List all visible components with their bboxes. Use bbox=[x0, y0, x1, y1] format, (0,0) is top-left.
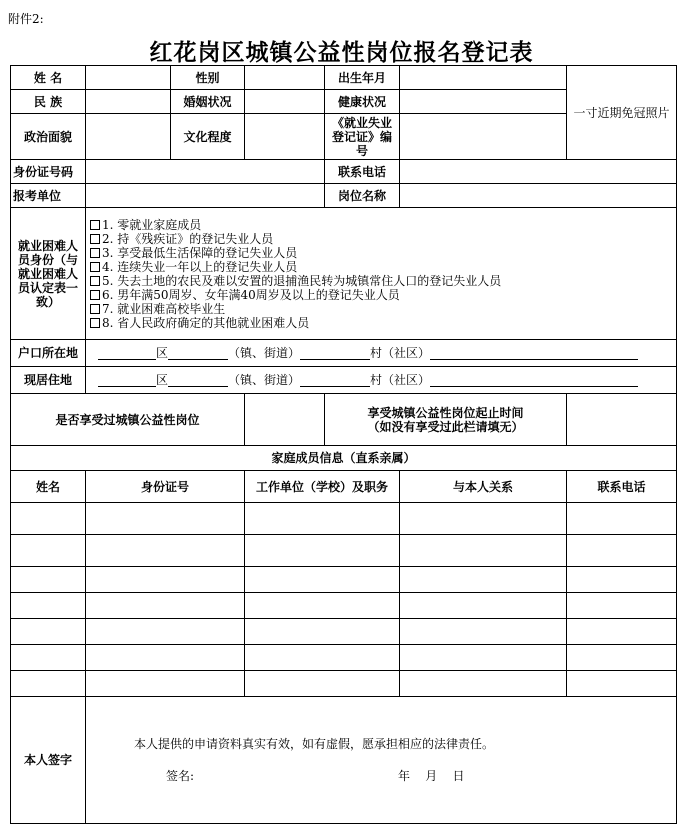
family-cell[interactable] bbox=[11, 593, 86, 619]
family-cell[interactable] bbox=[86, 619, 245, 645]
family-cell[interactable] bbox=[400, 671, 567, 697]
marital-label: 婚姻状况 bbox=[171, 90, 245, 114]
family-cell[interactable] bbox=[567, 503, 677, 535]
family-cell[interactable] bbox=[245, 593, 400, 619]
table-row bbox=[11, 619, 677, 645]
family-cell[interactable] bbox=[245, 619, 400, 645]
sign-label: 签名: bbox=[166, 769, 195, 783]
checkbox-icon[interactable] bbox=[90, 234, 100, 244]
family-cell[interactable] bbox=[245, 503, 400, 535]
table-row bbox=[11, 567, 677, 593]
family-cell[interactable] bbox=[86, 645, 245, 671]
table-row bbox=[11, 503, 677, 535]
family-cell[interactable] bbox=[86, 593, 245, 619]
phone-label: 联系电话 bbox=[325, 160, 400, 184]
phone-field[interactable] bbox=[400, 160, 677, 184]
checkbox-icon[interactable] bbox=[90, 262, 100, 272]
form-title: 红花岗区城镇公益性岗位报名登记表 bbox=[149, 40, 534, 66]
family-cell[interactable] bbox=[567, 567, 677, 593]
residence-field[interactable]: 区 （镇、街道） 村（社区） bbox=[86, 367, 677, 394]
post-field[interactable] bbox=[400, 184, 677, 208]
gender-label: 性别 bbox=[171, 66, 245, 90]
family-cell[interactable] bbox=[567, 593, 677, 619]
gender-field[interactable] bbox=[245, 66, 325, 90]
family-cell[interactable] bbox=[11, 671, 86, 697]
marital-field[interactable] bbox=[245, 90, 325, 114]
id-number-label: 身份证号码 bbox=[11, 160, 86, 184]
identity-option[interactable]: 3. 享受最低生活保障的登记失业人员 bbox=[90, 246, 672, 260]
family-cell[interactable] bbox=[11, 535, 86, 567]
family-cell[interactable] bbox=[400, 567, 567, 593]
signature-area[interactable] bbox=[86, 697, 677, 824]
residence-label: 现居住地 bbox=[11, 367, 86, 394]
family-cell[interactable] bbox=[567, 671, 677, 697]
identity-options bbox=[86, 208, 677, 340]
family-cell[interactable] bbox=[400, 535, 567, 567]
education-label: 文化程度 bbox=[171, 114, 245, 160]
family-cell[interactable] bbox=[245, 535, 400, 567]
ethnicity-label: 民 族 bbox=[11, 90, 86, 114]
table-row bbox=[11, 671, 677, 697]
unit-field[interactable] bbox=[86, 184, 325, 208]
family-cell[interactable] bbox=[11, 503, 86, 535]
family-col-name: 姓名 bbox=[11, 471, 86, 503]
family-cell[interactable] bbox=[86, 567, 245, 593]
annex-label: 附件2: bbox=[8, 12, 44, 26]
family-cell[interactable] bbox=[86, 671, 245, 697]
political-field[interactable] bbox=[86, 114, 171, 160]
education-field[interactable] bbox=[245, 114, 325, 160]
checkbox-icon[interactable] bbox=[90, 290, 100, 300]
family-cell[interactable] bbox=[400, 503, 567, 535]
hukou-field[interactable]: 区 （镇、街道） 村（社区） bbox=[86, 340, 677, 367]
hukou-label: 户口所在地 bbox=[11, 340, 86, 367]
name-field[interactable] bbox=[86, 66, 171, 90]
family-cell[interactable] bbox=[400, 619, 567, 645]
identity-option[interactable]: 1. 零就业家庭成员 bbox=[90, 218, 672, 232]
political-label: 政治面貌 bbox=[11, 114, 86, 160]
table-row bbox=[11, 645, 677, 671]
history-period-field[interactable] bbox=[567, 394, 677, 446]
table-row bbox=[11, 535, 677, 567]
family-cell[interactable] bbox=[11, 567, 86, 593]
family-cell[interactable] bbox=[245, 645, 400, 671]
family-cell[interactable] bbox=[567, 619, 677, 645]
date-label: 年 月 日 bbox=[398, 769, 465, 783]
checkbox-icon[interactable] bbox=[90, 304, 100, 314]
identity-option[interactable]: 7. 就业困难高校毕业生 bbox=[90, 302, 672, 316]
cert-label: 《就业失业登记证》编号 bbox=[325, 114, 400, 160]
birth-field[interactable] bbox=[400, 66, 567, 90]
identity-option[interactable]: 2. 持《残疾证》的登记失业人员 bbox=[90, 232, 672, 246]
identity-option[interactable]: 4. 连续失业一年以上的登记失业人员 bbox=[90, 260, 672, 274]
family-col-relation: 与本人关系 bbox=[400, 471, 567, 503]
table-row bbox=[11, 593, 677, 619]
family-cell[interactable] bbox=[400, 645, 567, 671]
identity-label: 就业困难人员身份（与就业困难人员认定表一致） bbox=[11, 208, 86, 340]
family-cell[interactable] bbox=[400, 593, 567, 619]
birth-label: 出生年月 bbox=[325, 66, 400, 90]
identity-option[interactable]: 8. 省人民政府确定的其他就业困难人员 bbox=[90, 316, 672, 330]
family-cell[interactable] bbox=[11, 619, 86, 645]
health-label: 健康状况 bbox=[325, 90, 400, 114]
unit-label: 报考单位 bbox=[11, 184, 86, 208]
family-cell[interactable] bbox=[567, 535, 677, 567]
family-cell[interactable] bbox=[86, 503, 245, 535]
ethnicity-field[interactable] bbox=[86, 90, 171, 114]
declaration-text: 本人提供的申请资料真实有效，如有虚假，愿承担相应的法律责任。 bbox=[134, 737, 495, 751]
identity-option[interactable]: 5. 失去土地的农民及难以安置的退捕渔民转为城镇常住人口的登记失业人员 bbox=[90, 274, 672, 288]
history-answer-field[interactable] bbox=[245, 394, 325, 446]
registration-form bbox=[10, 65, 677, 824]
id-number-field[interactable] bbox=[86, 160, 325, 184]
checkbox-icon[interactable] bbox=[90, 276, 100, 286]
family-cell[interactable] bbox=[567, 645, 677, 671]
checkbox-icon[interactable] bbox=[90, 318, 100, 328]
family-cell[interactable] bbox=[245, 567, 400, 593]
history-period-label: 享受城镇公益性岗位起止时间 （如没有享受过此栏请填无） bbox=[325, 394, 567, 446]
identity-option[interactable]: 6. 男年满50周岁、女年满40周岁及以上的登记失业人员 bbox=[90, 288, 672, 302]
cert-field[interactable] bbox=[400, 114, 567, 160]
photo-box[interactable]: 一寸近期免冠照片 bbox=[567, 66, 677, 160]
checkbox-icon[interactable] bbox=[90, 248, 100, 258]
family-col-id: 身份证号 bbox=[86, 471, 245, 503]
history-question: 是否享受过城镇公益性岗位 bbox=[11, 394, 245, 446]
health-field[interactable] bbox=[400, 90, 567, 114]
family-col-phone: 联系电话 bbox=[567, 471, 677, 503]
family-cell[interactable] bbox=[11, 645, 86, 671]
checkbox-icon[interactable] bbox=[90, 220, 100, 230]
signature-label: 本人签字 bbox=[11, 697, 86, 824]
family-cell[interactable] bbox=[86, 535, 245, 567]
post-label: 岗位名称 bbox=[325, 184, 400, 208]
family-section-title: 家庭成员信息（直系亲属） bbox=[11, 446, 677, 471]
name-label: 姓 名 bbox=[11, 66, 86, 90]
family-cell[interactable] bbox=[245, 671, 400, 697]
family-col-work: 工作单位（学校）及职务 bbox=[245, 471, 400, 503]
